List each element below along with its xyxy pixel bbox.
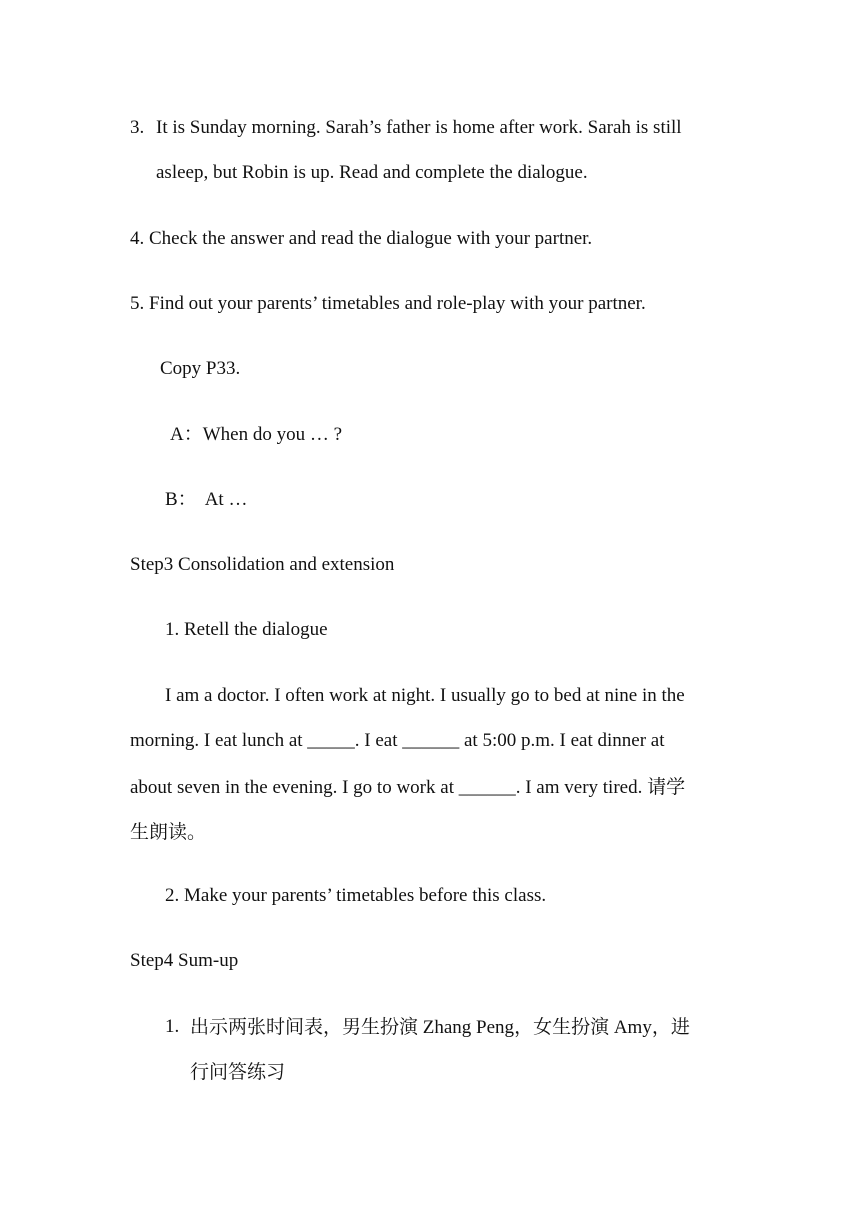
passage-line-3-cn: 请学: [647, 776, 686, 798]
item-5: 5. Find out your parents’ timetables and role-play with your partner.: [130, 293, 646, 314]
dialogue-b-label: B：: [165, 489, 197, 510]
step3-heading: Step3 Consolidation and extension: [130, 554, 395, 575]
dialogue-a-text: When do you … ?: [202, 424, 343, 445]
passage-line-3: [130, 775, 685, 800]
item-3-line-1: It is Sunday morning. Sarah’s father is home after work. Sarah is still: [156, 117, 682, 138]
step4-item-1-line-2: 行问答练习: [190, 1061, 286, 1083]
dialogue-b: [165, 488, 247, 512]
passage-line-3-en: about seven in the evening. I go to work at ______. I am very tired.: [130, 777, 648, 798]
passage-line-4: 生朗读。: [130, 821, 207, 843]
item-3-number: 3.: [130, 117, 145, 138]
step4-item-1-cn-b: ，女生扮演: [514, 1016, 610, 1038]
dialogue-a-label: A：: [170, 424, 203, 445]
step3-item-1: 1. Retell the dialogue: [165, 619, 328, 640]
step4-item-1-en-a: Zhang Peng: [418, 1017, 515, 1038]
step4-item-1-en-b: Amy: [609, 1017, 652, 1038]
step4-item-1-cn-c: ，进: [651, 1016, 690, 1038]
step3-item-2: 2. Make your parents’ timetables before this class.: [165, 885, 547, 906]
step4-item-1-number: 1.: [165, 1016, 180, 1037]
item-3-line-2: asleep, but Robin is up. Read and complete the dialogue.: [156, 162, 588, 183]
dialogue-b-text: At …: [204, 489, 248, 510]
step4-item-1-line-1: [190, 1015, 690, 1040]
step4-item-1-cn-a: 出示两张时间表，男生扮演: [190, 1016, 419, 1038]
copy-note: Copy P33.: [160, 358, 241, 379]
step4-heading: Step4 Sum-up: [130, 950, 239, 971]
dialogue-a: [170, 423, 342, 447]
passage-line-1: I am a doctor. I often work at night. I usually go to bed at nine in the: [165, 685, 685, 706]
passage-line-2: morning. I eat lunch at _____. I eat ______ at 5:00 p.m. I eat dinner at: [130, 730, 665, 751]
item-4: 4. Check the answer and read the dialogue with your partner.: [130, 228, 593, 249]
